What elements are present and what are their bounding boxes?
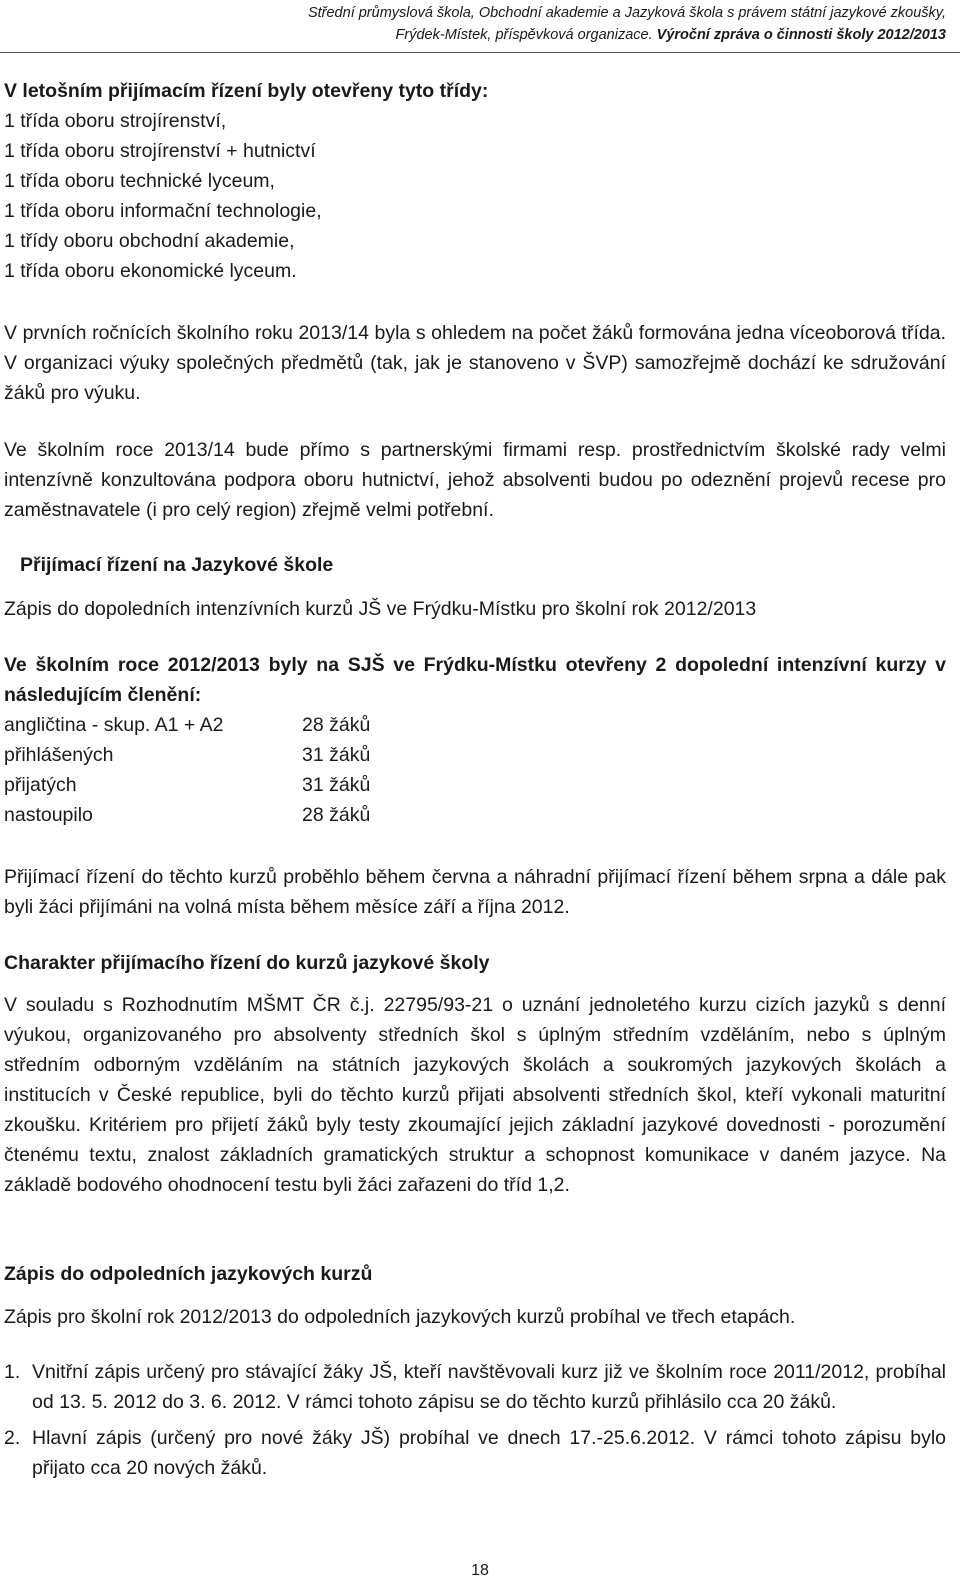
paragraph-opened-courses: Ve školním roce 2012/2013 byly na SJŠ ve Frýdku-Místku otevřeny 2 dopolední intenzívní kurzy v následujícím členění:	[4, 654, 946, 706]
enrollment-table	[4, 710, 504, 830]
class-item: 1 třídy oboru obchodní akademie,	[4, 230, 295, 252]
paragraph-enrollment-stages: Zápis pro školní rok 2012/2013 do odpoledních jazykových kurzů probíhal ve třech etapách.	[4, 1306, 796, 1328]
table-value: 28 žáků	[302, 804, 371, 826]
opened-classes-section	[4, 76, 946, 286]
list-item	[4, 1423, 946, 1483]
table-row	[4, 770, 504, 800]
page-number: 18	[471, 1562, 489, 1579]
header-rule	[0, 52, 960, 53]
heading-language-school-admission: Přijímací řízení na Jazykové škole	[20, 554, 334, 576]
table-row	[4, 740, 504, 770]
list-item-number: 2.	[4, 1427, 21, 1449]
table-value: 31 žáků	[302, 744, 371, 766]
class-item: 1 třída oboru strojírenství + hutnictví	[4, 140, 316, 162]
page-header	[46, 2, 946, 46]
subheading-morning-courses: Zápis do dopoledních intenzívních kurzů JŠ ve Frýdku-Místku pro školní rok 2012/2013	[4, 598, 757, 620]
header-report-title: Výroční zpráva o činnosti školy 2012/2013	[652, 27, 946, 43]
table-label: nastoupilo	[4, 804, 93, 826]
header-line-1: Střední průmyslová škola, Obchodní akademie a Jazyková škola s právem státní jazykové zkoušky,	[307, 5, 946, 21]
table-value: 28 žáků	[302, 714, 371, 736]
enrollment-stages-list	[4, 1357, 946, 1483]
table-label: přijatých	[4, 774, 77, 796]
paragraph-admission-timing: Přijímací řízení do těchto kurzů proběhlo během června a náhradní přijímací řízení během srpna a dále pak byli žáci přijímáni na volná místa během měsíce září a října 2012.	[4, 866, 946, 918]
table-value: 31 žáků	[302, 774, 371, 796]
opened-classes-heading: V letošním přijímacím řízení byly otevřeny tyto třídy:	[4, 80, 489, 102]
paragraph-admission-criteria: V souladu s Rozhodnutím MŠMT ČR č.j. 22795/93-21 o uznání jednoletého kurzu cizích jazyků s denní výukou, organizovaného pro absolventy středních škol s úplným středním vzděláním, nebo s úplným středním odborným vzděláním na státních jazykových školách a soukromých jazykových školách a institucích v České republice, byli do těchto kurzů přijati absolventi středních škol, kteří vykonali maturitní zkoušku. Kritériem pro přijetí žáků byly testy zkoumající jejich základní jazykové dovednosti - porozumění čtenému textu, znalost základních gramatických struktur a schopnost komunikace v daném jazyce. Na základě bodového ohodnocení testu byli žáci zařazeni do tříd 1,2.	[4, 994, 946, 1196]
class-item: 1 třída oboru technické lyceum,	[4, 170, 275, 192]
list-item	[4, 1357, 946, 1417]
class-item: 1 třída oboru informační technologie,	[4, 200, 322, 222]
list-item-number: 1.	[4, 1361, 21, 1383]
class-item: 1 třída oboru ekonomické lyceum.	[4, 260, 297, 282]
header-organization: Frýdek-Místek, příspěvková organizace.	[395, 27, 653, 43]
table-label: přihlášených	[4, 744, 114, 766]
heading-afternoon-courses: Zápis do odpoledních jazykových kurzů	[4, 1263, 373, 1285]
paragraph-metallurgy: Ve školním roce 2013/14 bude přímo s partnerskými firmami resp. prostřednictvím školské rady velmi intenzívně konzultována podpora oboru hutnictví, jehož absolventi budou po odeznění projevů recese pro zaměstnavatele (i pro celý region) zřejmě velmi potřební.	[4, 439, 946, 521]
paragraph-first-year: V prvních ročnících školního roku 2013/14 byla s ohledem na počet žáků formována jedna víceoborová třída. V organizaci výuky společných předmětů (tak, jak je stanoveno v ŠVP) samozřejmě dochází ke sdružování žáků pro výuku.	[4, 322, 946, 404]
header-line-2	[46, 24, 946, 46]
list-item-text: Hlavní zápis (určený pro nové žáky JŠ) probíhal ve dnech 17.-25.6.2012. V rámci tohoto zápisu bylo přijato cca 20 nových žáků.	[32, 1427, 946, 1479]
list-item-text: Vnitřní zápis určený pro stávající žáky JŠ, kteří navštěvovali kurz již ve školním roce 2011/2012, probíhal od 13. 5. 2012 do 3. 6. 2012. V rámci tohoto zápisu se do těchto kurzů přihlásilo cca 20 žáků.	[32, 1361, 946, 1413]
heading-admission-character: Charakter přijímacího řízení do kurzů jazykové školy	[4, 952, 490, 974]
table-row	[4, 800, 504, 830]
class-item: 1 třída oboru strojírenství,	[4, 110, 227, 132]
table-label: angličtina - skup. A1 + A2	[4, 714, 224, 736]
table-row	[4, 710, 504, 740]
